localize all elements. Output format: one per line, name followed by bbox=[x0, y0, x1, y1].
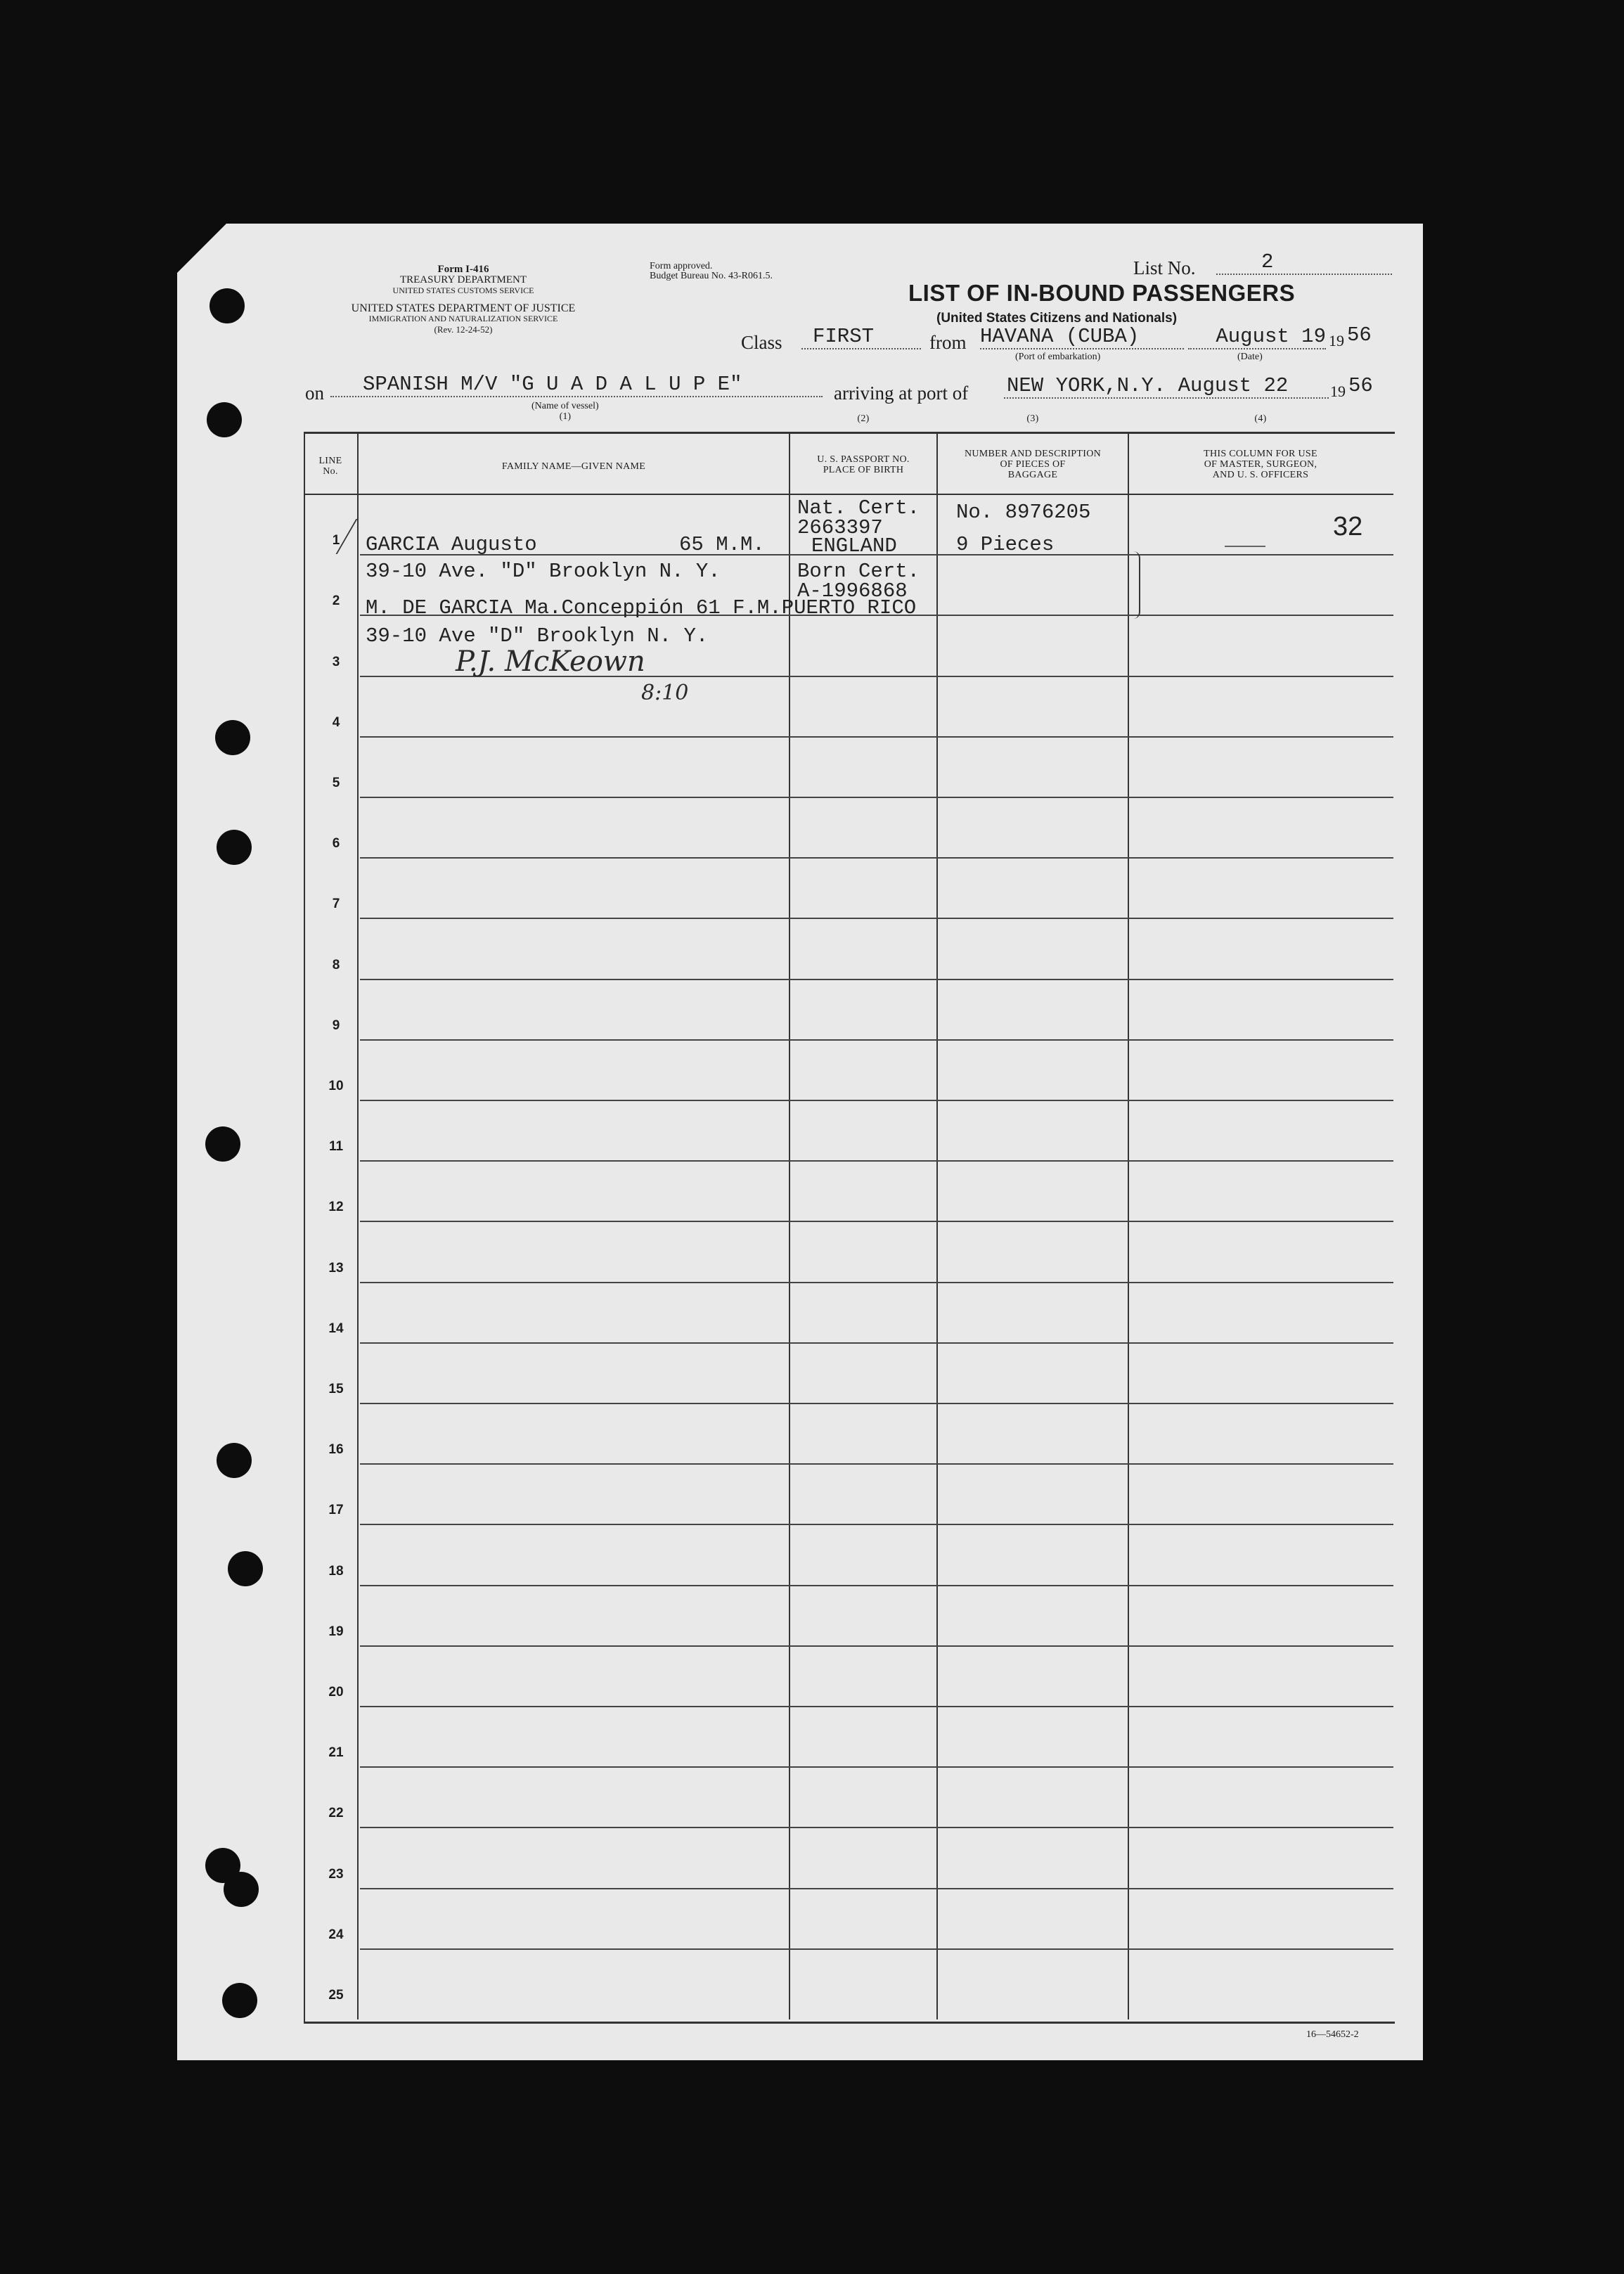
row-number: 15 bbox=[328, 1382, 344, 1396]
officer-signature: P.J. McKeown bbox=[456, 645, 645, 678]
vessel-caption-text: (Name of vessel) bbox=[531, 401, 599, 411]
col-header-baggage: NUMBER AND DESCRIPTION OF PIECES OF BAGGAGE bbox=[964, 449, 1102, 480]
col-num-passport: (2) bbox=[857, 413, 870, 424]
table-row bbox=[360, 1706, 1393, 1707]
entry1-baggage-b: 9 Pieces bbox=[956, 533, 1055, 556]
row-number: 9 bbox=[332, 1018, 340, 1033]
table-row bbox=[360, 1100, 1393, 1101]
from-label: from bbox=[929, 332, 967, 353]
table-row bbox=[360, 797, 1393, 798]
footer-code: 16—54652-2 bbox=[1306, 2029, 1359, 2040]
col-header-officers: THIS COLUMN FOR USE OF MASTER, SURGEON, AND U. S. OFFICERS bbox=[1204, 449, 1317, 480]
header-left bbox=[298, 264, 629, 335]
embark-date: August 19 bbox=[1216, 325, 1326, 348]
vessel-field bbox=[330, 373, 823, 397]
row-number: 21 bbox=[328, 1745, 344, 1760]
table-row bbox=[360, 1948, 1393, 1950]
binder-hole bbox=[224, 1872, 259, 1907]
on-label: on bbox=[305, 383, 324, 404]
table-row bbox=[360, 1282, 1393, 1283]
entry2-passport-b: A-1996868 bbox=[797, 579, 908, 603]
arrival-port-date: NEW YORK,N.Y. August 22 bbox=[1007, 374, 1289, 397]
row-number: 19 bbox=[328, 1624, 344, 1639]
vessel-name: SPANISH M/V "G U A D A L U P E" bbox=[363, 373, 742, 396]
entry1-baggage-a: No. 8976205 bbox=[956, 501, 1091, 524]
arriving-label: arriving at port of bbox=[834, 383, 969, 404]
budget-bureau: Budget Bureau No. 43-R061.5. bbox=[650, 271, 773, 281]
table-row bbox=[360, 1160, 1393, 1162]
row-number: 2 bbox=[332, 593, 340, 608]
row-number: 23 bbox=[328, 1867, 344, 1882]
year-2: 56 bbox=[1348, 374, 1373, 397]
row-number: 4 bbox=[332, 715, 340, 730]
justice-dept: UNITED STATES DEPARTMENT OF JUSTICE bbox=[351, 302, 576, 314]
binder-hole bbox=[210, 288, 245, 323]
bracket-marks bbox=[1129, 551, 1140, 619]
col-num-baggage: (3) bbox=[1026, 413, 1039, 424]
row-number: 20 bbox=[328, 1685, 344, 1700]
list-no-label: List No. bbox=[1133, 257, 1196, 278]
table-row bbox=[360, 1221, 1393, 1222]
signature-time: 8:10 bbox=[641, 681, 689, 705]
arrival-field bbox=[1004, 374, 1329, 399]
entry2-address: 39-10 Ave "D" Brooklyn N. Y. bbox=[366, 624, 709, 648]
list-no: 2 bbox=[1261, 250, 1274, 274]
binder-hole bbox=[217, 830, 252, 865]
year-prefix-2: 19 bbox=[1330, 383, 1346, 400]
col-divider-baggage bbox=[936, 432, 938, 2019]
binder-hole bbox=[215, 720, 250, 755]
row-number: 10 bbox=[328, 1079, 344, 1093]
entry1-address: 39-10 Ave. "D" Brooklyn N. Y. bbox=[366, 560, 721, 583]
row-number: 24 bbox=[328, 1927, 344, 1942]
embark-field bbox=[980, 325, 1184, 349]
row-number: 8 bbox=[332, 958, 340, 972]
date-field bbox=[1188, 325, 1326, 349]
entry1-passport-b: 2663397 bbox=[797, 516, 883, 539]
officer-number: 32 bbox=[1333, 512, 1363, 541]
table-row bbox=[360, 1645, 1393, 1647]
treasury-dept: TREASURY DEPARTMENT bbox=[399, 274, 527, 285]
binder-hole bbox=[205, 1126, 240, 1162]
row-number: 6 bbox=[332, 836, 340, 851]
entry1-passport-a: Nat. Cert. bbox=[797, 496, 920, 520]
class-value: FIRST bbox=[813, 325, 875, 348]
table-row bbox=[360, 857, 1393, 859]
revision: (Rev. 12-24-52) bbox=[434, 324, 493, 335]
row-number: 16 bbox=[328, 1442, 344, 1457]
ins-service: IMMIGRATION AND NATURALIZATION SERVICE bbox=[368, 314, 558, 323]
port-of-embarkation: HAVANA (CUBA) bbox=[980, 325, 1140, 348]
row-number: 7 bbox=[332, 897, 340, 911]
customs-service: UNITED STATES CUSTOMS SERVICE bbox=[392, 285, 534, 295]
table-row bbox=[360, 1827, 1393, 1828]
row-number: 12 bbox=[328, 1200, 344, 1214]
table-row bbox=[360, 1524, 1393, 1525]
entry2-name-line: M. DE GARCIA Ma.Conceppión 61 F.M.PUERTO RICO bbox=[366, 596, 917, 619]
row-number: 14 bbox=[328, 1321, 344, 1336]
table-row bbox=[360, 1463, 1393, 1465]
table-row bbox=[360, 918, 1393, 919]
page-subtitle: (United States Citizens and Nationals) bbox=[936, 311, 1178, 326]
entry1-name: GARCIA Augusto bbox=[366, 533, 537, 556]
col-header-name: FAMILY NAME—GIVEN NAME bbox=[501, 461, 646, 472]
col-header-line: LINE No. bbox=[318, 456, 342, 477]
table-row bbox=[360, 736, 1393, 738]
row-number: 1 bbox=[332, 533, 340, 548]
class-label: Class bbox=[741, 332, 782, 353]
binder-hole bbox=[228, 1551, 263, 1586]
col-num-officers: (4) bbox=[1254, 413, 1267, 424]
table-row bbox=[360, 1888, 1393, 1889]
table-row bbox=[360, 979, 1393, 980]
approval-block bbox=[650, 262, 773, 281]
embark-caption: (Port of embarkation) bbox=[1015, 352, 1101, 362]
form-approved: Form approved. bbox=[650, 261, 713, 271]
officer-dashes bbox=[1225, 546, 1265, 547]
year-1: 56 bbox=[1347, 323, 1372, 347]
list-no-value bbox=[1216, 250, 1392, 275]
row-number: 11 bbox=[328, 1139, 344, 1154]
col-header-passport: U. S. PASSPORT NO. PLACE OF BIRTH bbox=[817, 454, 910, 475]
binder-hole bbox=[222, 1983, 257, 2018]
binder-hole bbox=[217, 1443, 252, 1478]
table-row bbox=[360, 1403, 1393, 1404]
row-number: 3 bbox=[332, 655, 340, 669]
row-number: 22 bbox=[328, 1806, 344, 1820]
header-rule bbox=[304, 494, 1393, 495]
col-divider-passport bbox=[789, 432, 790, 2019]
entry1-birthplace: ENGLAND bbox=[811, 534, 897, 558]
year-prefix-1: 19 bbox=[1329, 332, 1344, 349]
date-caption: (Date) bbox=[1237, 352, 1263, 362]
entry2-passport-a: Born Cert. bbox=[797, 560, 920, 583]
page-title: LIST OF IN-BOUND PASSENGERS bbox=[908, 280, 1296, 306]
row-number: 13 bbox=[328, 1261, 344, 1276]
table-row bbox=[360, 1039, 1393, 1041]
binder-hole bbox=[207, 402, 242, 437]
form-number: Form I-416 bbox=[437, 264, 489, 275]
vessel-caption bbox=[531, 401, 599, 422]
row-number: 5 bbox=[332, 776, 340, 790]
entry1-age-sex: 65 M.M. bbox=[679, 533, 765, 556]
row-number: 17 bbox=[328, 1503, 344, 1517]
table-row bbox=[360, 1342, 1393, 1344]
vessel-col-num: (1) bbox=[559, 411, 571, 422]
table-row bbox=[360, 1766, 1393, 1768]
class-field bbox=[801, 325, 921, 349]
row-number: 25 bbox=[328, 1988, 344, 2003]
col-divider-officers bbox=[1128, 432, 1129, 2019]
table-row bbox=[360, 1585, 1393, 1586]
row-number: 18 bbox=[328, 1564, 344, 1579]
